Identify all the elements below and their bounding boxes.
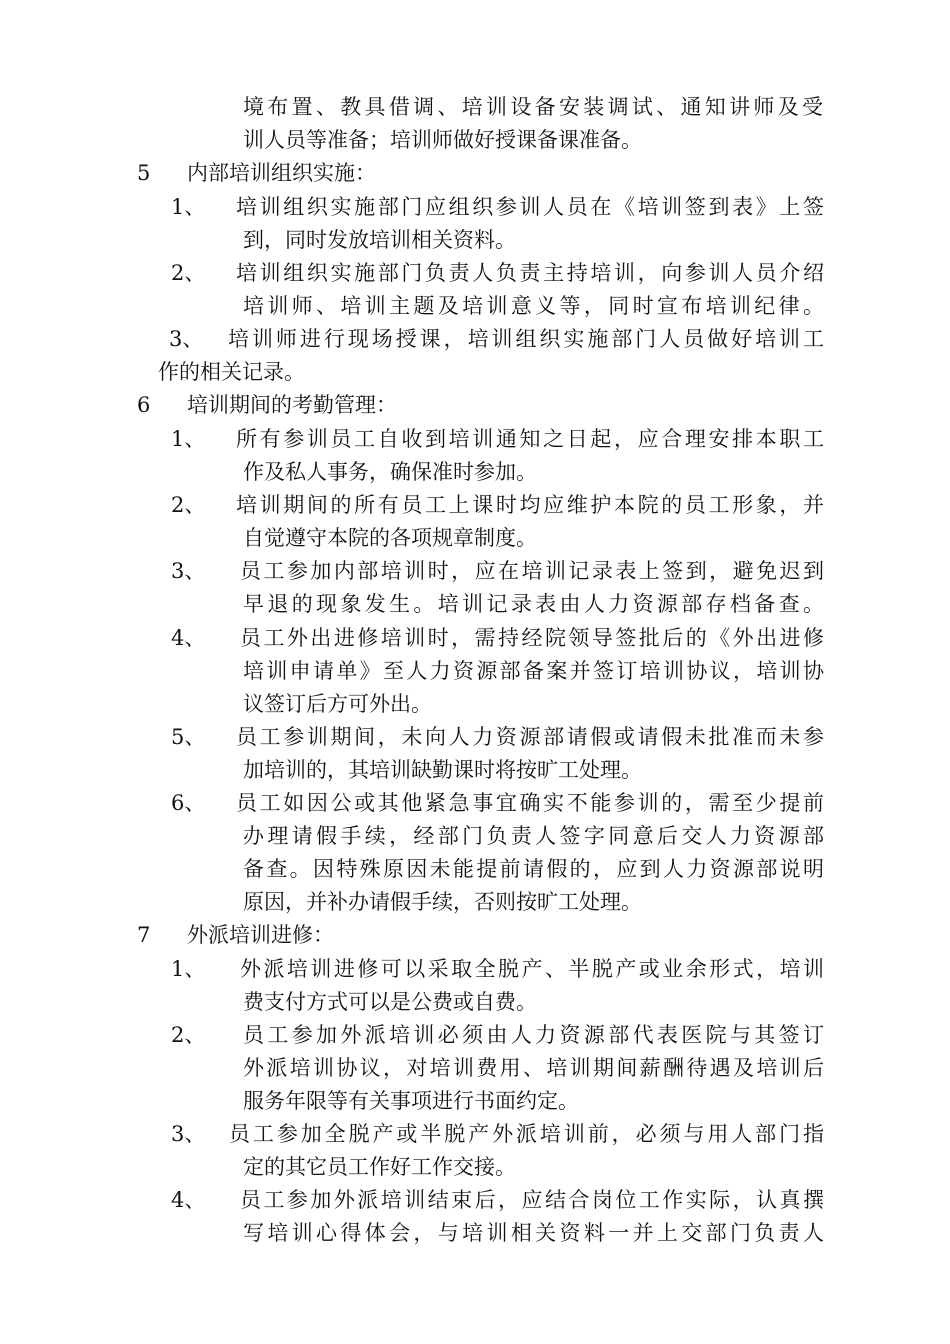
section-heading: 内部培训组织实施： [187, 161, 376, 185]
paragraph-line: 外派培训协议，对培训费用、培训期间薪酬待遇及培训后 [243, 1056, 824, 1080]
paragraph-line: 训人员等准备；培训师做好授课备课准备。 [243, 128, 642, 152]
paragraph-line: 员工参加内部培训时，应在培训记录表上签到，避免迟到 [240, 559, 824, 583]
section-number: 7 [137, 923, 151, 947]
item-number: 2、 [171, 493, 206, 517]
paragraph-line: 培训组织实施部门应组织参训人员在《培训签到表》上签 [236, 195, 824, 219]
paragraph-line: 备查。因特殊原因未能提前请假的，应到人力资源部说明 [243, 857, 824, 881]
paragraph-line: 早退的现象发生。培训记录表由人力资源部存档备查。 [243, 592, 824, 616]
paragraph-line: 定的其它员工作好工作交接。 [243, 1155, 516, 1179]
paragraph-line: 员工如因公或其他紧急事宜确实不能参训的，需至少提前 [236, 791, 824, 815]
section-number: 6 [137, 393, 151, 417]
item-number: 3、 [169, 327, 204, 351]
paragraph-line: 员工参训期间，未向人力资源部请假或请假未批准而未参 [236, 725, 824, 749]
item-number: 6、 [171, 791, 206, 815]
paragraph-line: 境布置、教具借调、培训设备安装调试、通知讲师及受 [243, 95, 823, 119]
item-number: 1、 [171, 195, 206, 219]
item-number: 4、 [171, 626, 206, 650]
item-number: 3、 [171, 1122, 206, 1146]
item-number: 2、 [171, 1023, 206, 1047]
section-heading: 培训期间的考勤管理： [187, 393, 397, 417]
item-number: 4、 [171, 1188, 206, 1212]
paragraph-line: 到，同时发放培训相关资料。 [243, 228, 516, 252]
section-heading: 外派培训进修： [187, 923, 334, 947]
paragraph-line: 培训申请单》至人力资源部备案并签订培训协议，培训协 [243, 659, 824, 683]
item-number: 3、 [171, 559, 206, 583]
paragraph-line: 办理请假手续，经部门负责人签字同意后交人力资源部 [243, 824, 824, 848]
paragraph-line: 作及私人事务，确保准时参加。 [243, 460, 537, 484]
paragraph-line: 培训期间的所有员工上课时均应维护本院的员工形象，并 [236, 493, 824, 517]
paragraph-line: 加培训的，其培训缺勤课时将按旷工处理。 [243, 758, 642, 782]
item-number: 1、 [171, 427, 206, 451]
item-number: 5、 [171, 725, 206, 749]
paragraph-line: 培训师、培训主题及培训意义等，同时宣布培训纪律。 [243, 294, 824, 318]
paragraph-line: 员工外出进修培训时，需持经院领导签批后的《外出进修 [240, 626, 824, 650]
section-number: 5 [137, 161, 151, 185]
paragraph-line: 服务年限等有关事项进行书面约定。 [243, 1089, 579, 1113]
paragraph-line: 写培训心得体会，与培训相关资料一并上交部门负责人 [243, 1221, 824, 1245]
item-number: 2、 [171, 261, 206, 285]
paragraph-line: 议签订后方可外出。 [243, 692, 432, 716]
paragraph-line: 费支付方式可以是公费或自费。 [243, 990, 537, 1014]
paragraph-line: 员工参加外派培训必须由人力资源部代表医院与其签订 [243, 1023, 824, 1047]
paragraph-line: 培训组织实施部门负责人负责主持培训，向参训人员介绍 [236, 261, 824, 285]
paragraph-line: 自觉遵守本院的各项规章制度。 [243, 526, 537, 550]
paragraph-line: 员工参加全脱产或半脱产外派培训前，必须与用人部门指 [229, 1122, 824, 1146]
paragraph-line: 外派培训进修可以采取全脱产、半脱产或业余形式，培训 [240, 957, 824, 981]
paragraph-line: 员工参加外派培训结束后，应结合岗位工作实际，认真撰 [240, 1188, 824, 1212]
paragraph-line: 所有参训员工自收到培训通知之日起，应合理安排本职工 [236, 427, 824, 451]
paragraph-line: 原因，并补办请假手续，否则按旷工处理。 [243, 890, 642, 914]
paragraph-line: 培训师进行现场授课，培训组织实施部门人员做好培训工 [228, 327, 824, 351]
paragraph-line: 作的相关记录。 [158, 360, 305, 384]
item-number: 1、 [171, 957, 206, 981]
